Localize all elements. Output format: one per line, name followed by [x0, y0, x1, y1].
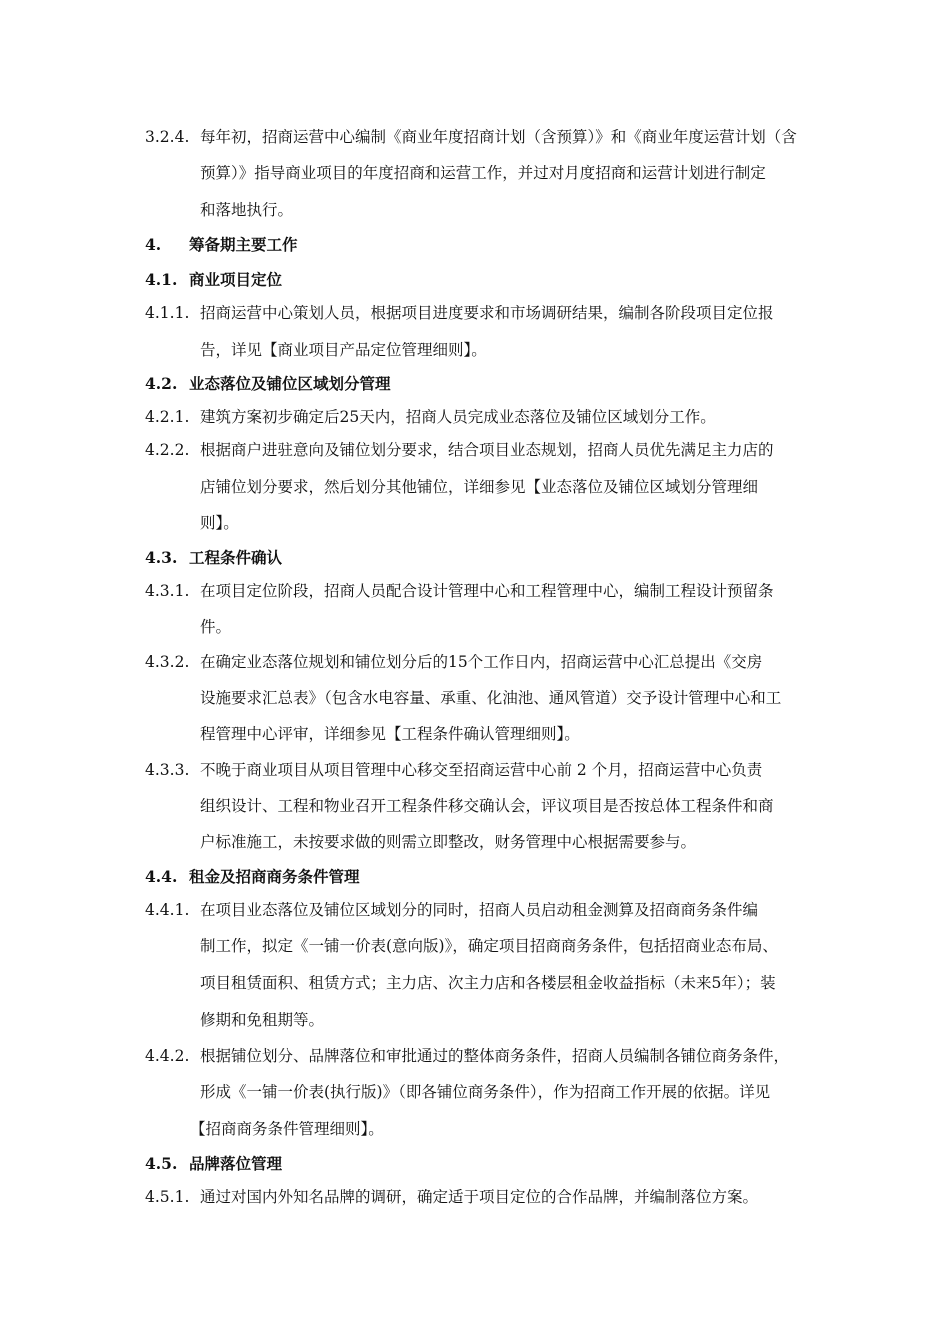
section-heading-4-2	[145, 374, 391, 394]
paragraph-4-1-1-line-2: 告，详见【商业项目产品定位管理细则】。	[200, 341, 487, 359]
paragraph-4-2-1-line-1	[145, 407, 716, 427]
paragraph-4-3-1-line-1	[145, 581, 774, 601]
section-number: 4.3.	[145, 548, 178, 567]
section-heading-4-4	[145, 867, 360, 887]
section-title: 租金及招商商务条件管理	[189, 867, 360, 886]
paragraph-text: 每年初，招商运营中心编制《商业年度招商计划（含预算）》和《商业年度运营计划（含	[200, 128, 797, 146]
paragraph-4-5-1-line-1	[145, 1187, 758, 1207]
paragraph-4-4-1-line-1	[145, 900, 758, 920]
paragraph-4-4-1-line-4: 修期和免租期等。	[200, 1011, 325, 1029]
paragraph-4-2-2-line-2: 店铺位划分要求，然后划分其他铺位，详细参见【业态落位及铺位区域划分管理细	[200, 478, 759, 496]
section-number: 4.2.	[145, 374, 178, 393]
paragraph-text: 根据商户进驻意向及铺位划分要求，结合项目业态规划，招商人员优先满足主力店的	[200, 441, 774, 459]
paragraph-text: 不晚于商业项目从项目管理中心移交至招商运营中心前 2 个月，招商运营中心负责	[200, 761, 763, 779]
paragraph-3-2-4-line-2: 预算）》指导商业项目的年度招商和运营工作，并过对月度招商和运营计划进行制定	[200, 164, 766, 182]
section-number: 4.5.	[145, 1154, 178, 1173]
clause-number: 4.3.1.	[145, 582, 190, 600]
section-title: 筹备期主要工作	[189, 235, 298, 254]
paragraph-4-2-2-line-1	[145, 440, 774, 460]
paragraph-4-1-1-line-1	[145, 303, 774, 323]
section-number: 4.4.	[145, 867, 178, 886]
paragraph-4-3-3-line-1	[145, 760, 762, 780]
clause-number: 4.3.2.	[145, 653, 190, 671]
paragraph-4-3-2-line-2: 设施要求汇总表》（包含水电容量、承重、化油池、通风管道）交予设计管理中心和工	[200, 689, 782, 707]
section-title: 品牌落位管理	[189, 1154, 283, 1173]
paragraph-4-3-2-line-1	[145, 652, 762, 672]
paragraph-4-3-1-line-2: 件。	[200, 618, 232, 636]
clause-number: 3.2.4.	[145, 128, 190, 146]
paragraph-4-3-3-line-2: 组织设计、工程和物业召开工程条件移交确认会，评议项目是否按总体工程条件和商	[200, 797, 774, 815]
paragraph-4-4-2-line-1	[145, 1046, 789, 1066]
clause-number: 4.4.2.	[145, 1047, 190, 1065]
section-title: 工程条件确认	[189, 548, 283, 567]
paragraph-4-4-2-line-2: 形成《一铺一价表(执行版)》（即各铺位商务条件），作为招商工作开展的依据。详见	[200, 1083, 771, 1101]
section-heading-4-3	[145, 548, 282, 568]
paragraph-text: 通过对国内外知名品牌的调研，确定适于项目定位的合作品牌，并编制落位方案。	[200, 1188, 759, 1206]
paragraph-4-4-2-line-3: 【招商商务条件管理细则】。	[190, 1120, 384, 1138]
paragraph-4-2-2-line-3: 则】。	[200, 514, 239, 532]
clause-number: 4.2.1.	[145, 408, 190, 426]
paragraph-text: 在项目定位阶段，招商人员配合设计管理中心和工程管理中心，编制工程设计预留条	[200, 582, 774, 600]
section-number: 4.	[145, 235, 162, 254]
section-heading-4	[145, 235, 298, 255]
clause-number: 4.2.2.	[145, 441, 190, 459]
paragraph-text: 招商运营中心策划人员，根据项目进度要求和市场调研结果，编制各阶段项目定位报	[200, 304, 774, 322]
paragraph-text: 在确定业态落位规划和铺位划分后的15个工作日内，招商运营中心汇总提出《交房	[200, 653, 763, 671]
clause-number: 4.1.1.	[145, 304, 190, 322]
paragraph-text: 建筑方案初步确定后25天内，招商人员完成业态落位及铺位区域划分工作。	[200, 408, 716, 426]
paragraph-3-2-4-line-3: 和落地执行。	[200, 201, 294, 219]
paragraph-4-3-2-line-3: 程管理中心评审，详细参见【工程条件确认管理细则】。	[200, 725, 580, 743]
section-number: 4.1.	[145, 270, 178, 289]
section-title: 商业项目定位	[189, 270, 283, 289]
paragraph-4-4-1-line-2: 制工作，拟定《一铺一价表(意向版)》，确定项目招商商务条件，包括招商业态布局、	[200, 937, 778, 955]
clause-number: 4.3.3.	[145, 761, 190, 779]
paragraph-3-2-4-line-1	[145, 127, 811, 147]
clause-number: 4.4.1.	[145, 901, 190, 919]
paragraph-4-4-1-line-3: 项目租赁面积、租赁方式；主力店、次主力店和各楼层租金收益指标（未来5年）；装	[200, 974, 776, 992]
paragraph-text: 根据铺位划分、品牌落位和审批通过的整体商务条件，招商人员编制各铺位商务条件，	[200, 1047, 790, 1065]
clause-number: 4.5.1.	[145, 1188, 190, 1206]
paragraph-4-3-3-line-3: 户标准施工，未按要求做的则需立即整改，财务管理中心根据需要参与。	[200, 833, 697, 851]
section-heading-4-1	[145, 270, 282, 290]
paragraph-text: 在项目业态落位及铺位区域划分的同时，招商人员启动租金测算及招商商务条件编	[200, 901, 759, 919]
section-title: 业态落位及铺位区域划分管理	[189, 374, 391, 393]
section-heading-4-5	[145, 1154, 282, 1174]
